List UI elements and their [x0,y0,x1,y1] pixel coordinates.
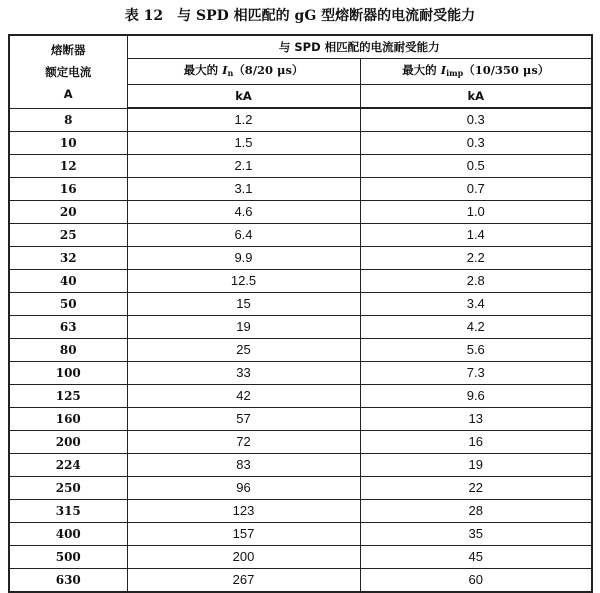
table-number: 表 12 [124,8,164,24]
max-imp-cell: 0.3 [360,132,592,155]
max-in-symbol: I [222,63,228,77]
table-row [9,454,592,477]
table-row [9,316,592,339]
table-row [9,201,592,224]
table-row [9,108,592,132]
max-in-cell: 19 [127,316,360,339]
max-imp-cell: 2.2 [360,247,592,270]
unit-imp: kA [360,85,592,109]
fuse-header-line2: 额定电流 [45,64,92,79]
max-in-cell: 1.5 [127,132,360,155]
max-imp-cell: 9.6 [360,385,592,408]
table-row [9,523,592,546]
table-row [9,178,592,201]
fuse-rating-cell: 32 [9,247,127,270]
max-in-cell: 12.5 [127,270,360,293]
max-in-cell: 33 [127,362,360,385]
table-row [9,293,592,316]
max-imp-cell: 35 [360,523,592,546]
unit-in: kA [127,85,360,109]
fuse-rating-cell: 40 [9,270,127,293]
fuse-rating-cell: 224 [9,454,127,477]
max-imp-cell: 28 [360,500,592,523]
fuse-rating-cell: 100 [9,362,127,385]
max-imp-cell: 60 [360,569,592,593]
max-imp-prefix: 最大的 [402,63,441,77]
max-in-header [127,59,360,85]
fuse-rating-cell: 400 [9,523,127,546]
max-imp-cell: 19 [360,454,592,477]
fuse-rating-cell: 630 [9,569,127,593]
fuse-rating-cell: 200 [9,431,127,454]
fuse-rating-cell: 25 [9,224,127,247]
max-imp-cell: 13 [360,408,592,431]
fuse-rating-cell: 50 [9,293,127,316]
fuse-rating-cell: 160 [9,408,127,431]
max-imp-cell: 4.2 [360,316,592,339]
table-row [9,500,592,523]
table-row [9,155,592,178]
max-in-subscript: n [227,68,234,78]
table-row [9,569,592,593]
fuse-rating-cell: 16 [9,178,127,201]
table-row [9,132,592,155]
fuse-rating-cell: 10 [9,132,127,155]
max-in-cell: 57 [127,408,360,431]
max-imp-cell: 0.3 [360,108,592,132]
max-imp-cell: 45 [360,546,592,569]
max-in-cell: 96 [127,477,360,500]
max-in-cell: 6.4 [127,224,360,247]
max-in-prefix: 最大的 [183,63,223,77]
max-imp-cell: 16 [360,431,592,454]
withstand-group-header: 与 SPD 相匹配的电流耐受能力 [127,35,592,59]
table-row [9,247,592,270]
fuse-current-table [8,34,593,593]
table-row [9,546,592,569]
table-row [9,224,592,247]
fuse-rating-cell: 250 [9,477,127,500]
max-imp-cell: 22 [360,477,592,500]
table-row [9,339,592,362]
max-in-cell: 2.1 [127,155,360,178]
max-imp-cell: 5.6 [360,339,592,362]
max-imp-cell: 2.8 [360,270,592,293]
max-imp-subscript: imp [446,68,464,78]
max-imp-waveform: （10/350 μs） [463,63,550,77]
max-imp-symbol: I [440,63,447,77]
fuse-rating-cell: 80 [9,339,127,362]
max-imp-cell: 1.4 [360,224,592,247]
max-in-cell: 3.1 [127,178,360,201]
table-row [9,385,592,408]
table-title: 与 SPD 相匹配的 gG 型熔断器的电流耐受能力 [177,8,476,24]
fuse-rating-header [9,35,127,108]
max-in-cell: 1.2 [127,108,360,132]
max-imp-cell: 7.3 [360,362,592,385]
max-imp-cell: 0.5 [360,155,592,178]
fuse-rating-cell: 12 [9,155,127,178]
table-body [9,108,592,592]
fuse-rating-cell: 125 [9,385,127,408]
table-row [9,408,592,431]
max-imp-header [360,59,592,85]
max-in-waveform: （8/20 μs） [233,63,304,77]
table-row [9,362,592,385]
fuse-rating-cell: 63 [9,316,127,339]
table-caption [0,0,600,32]
max-in-cell: 200 [127,546,360,569]
max-imp-cell: 3.4 [360,293,592,316]
max-in-cell: 123 [127,500,360,523]
max-in-cell: 83 [127,454,360,477]
table-row [9,270,592,293]
fuse-header-line1: 熔断器 [51,42,86,57]
fuse-rating-cell: 20 [9,201,127,224]
max-in-cell: 157 [127,523,360,546]
max-in-cell: 267 [127,569,360,593]
max-in-cell: 4.6 [127,201,360,224]
table-row [9,477,592,500]
fuse-rating-cell: 315 [9,500,127,523]
table-row [9,431,592,454]
max-in-cell: 25 [127,339,360,362]
max-in-cell: 42 [127,385,360,408]
fuse-header-unit: A [63,86,73,101]
max-imp-cell: 1.0 [360,201,592,224]
max-in-cell: 72 [127,431,360,454]
max-imp-cell: 0.7 [360,178,592,201]
max-in-cell: 15 [127,293,360,316]
fuse-rating-cell: 8 [9,108,127,132]
fuse-rating-cell: 500 [9,546,127,569]
max-in-cell: 9.9 [127,247,360,270]
